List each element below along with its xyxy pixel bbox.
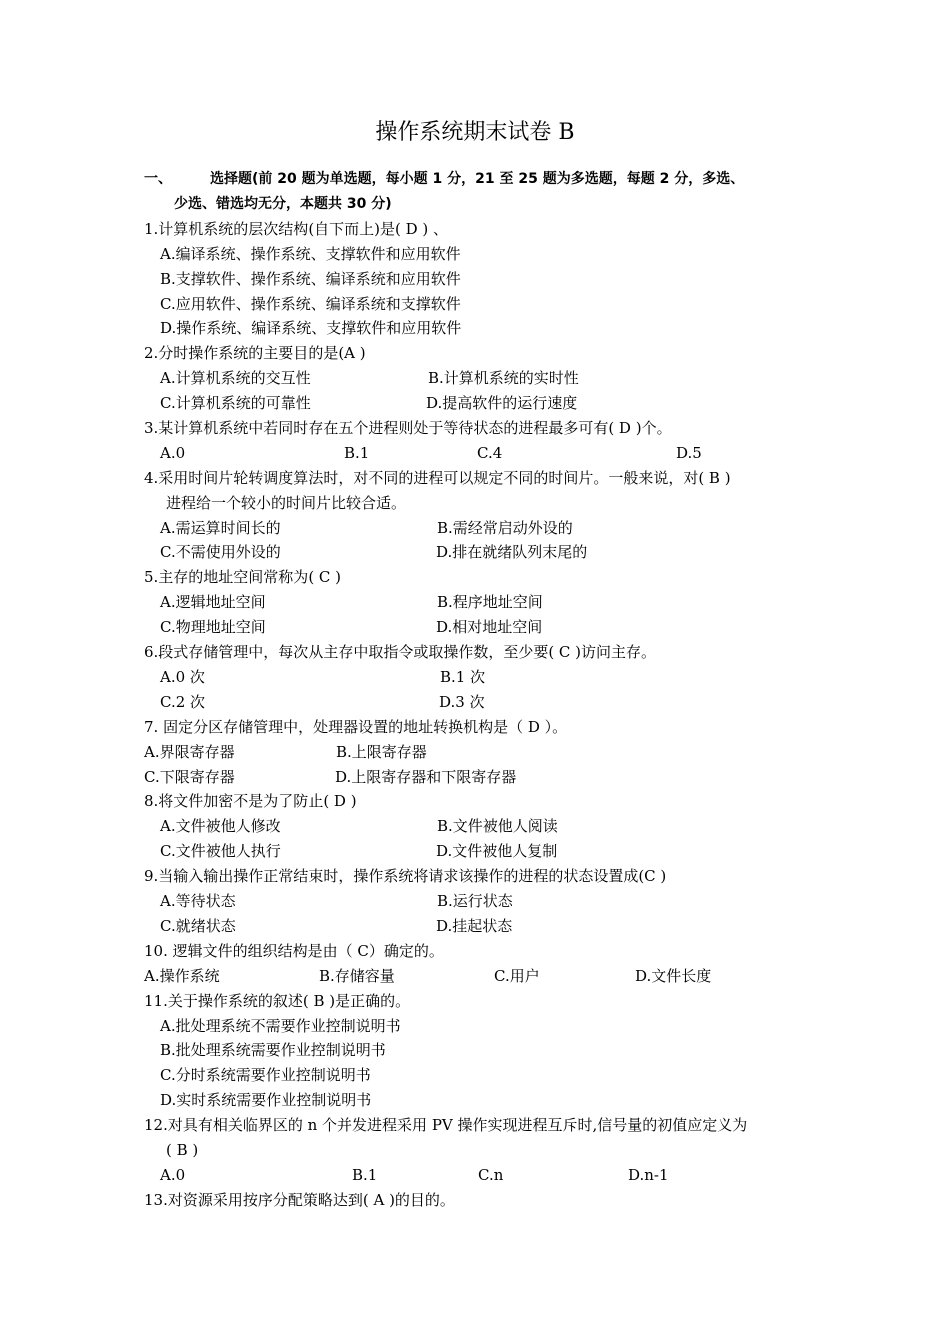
q5-options-row-2	[144, 615, 814, 640]
question-9: 9.当输入输出操作正常结束时，操作系统将请求该操作的进程的状态设置成(C )	[144, 867, 667, 886]
q7-option-d: D.上限寄存器和下限寄存器	[335, 767, 517, 786]
q12-option-a: A.0	[160, 1165, 186, 1184]
q5-option-a: A.逻辑地址空间	[160, 593, 266, 612]
q3-option-c: C.4	[477, 443, 503, 462]
q11-option-c: C.分时系统需要作业控制说明书	[160, 1066, 371, 1085]
q9-option-d: D.挂起状态	[436, 916, 513, 935]
q8-option-c: C.文件被他人执行	[160, 842, 281, 861]
section-instructions-continued: 少选、错选均无分，本题共 30 分)	[174, 195, 392, 212]
question-3: 3.某计算机系统中若同时存在五个进程则处于等待状态的进程最多可有( D )个。	[144, 418, 672, 437]
q2-options-row-2	[144, 391, 814, 416]
q7-option-c: C.下限寄存器	[144, 767, 235, 786]
q8-option-a: A.文件被他人修改	[160, 817, 281, 836]
q11-option-b: B.批处理系统需要作业控制说明书	[160, 1041, 386, 1060]
q6-options-row-1	[144, 665, 814, 690]
q8-options-row-2	[144, 839, 814, 864]
q5-options-row-1	[144, 590, 814, 615]
question-12-continued: ( B )	[166, 1140, 199, 1159]
exam-content	[144, 167, 814, 1213]
q12-option-d: D.n-1	[628, 1165, 669, 1184]
q2-options-row-1	[144, 366, 814, 391]
q10-option-c: C.用户	[494, 966, 540, 985]
q2-option-a: A.计算机系统的交互性	[160, 369, 311, 388]
q8-options-row-1	[144, 814, 814, 839]
q9-option-c: C.就绪状态	[160, 916, 236, 935]
question-10: 10. 逻辑文件的组织结构是由（ C）确定的。	[144, 941, 444, 960]
q2-option-c: C.计算机系统的可靠性	[160, 394, 311, 413]
q4-option-d: D.排在就绪队列末尾的	[436, 543, 588, 562]
q1-option-b: B.支撑软件、操作系统、编译系统和应用软件	[160, 269, 461, 288]
q1-option-c: C.应用软件、操作系统、编译系统和支撑软件	[160, 294, 461, 313]
q11-option-a: A.批处理系统不需要作业控制说明书	[160, 1016, 401, 1035]
q5-option-d: D.相对地址空间	[436, 618, 543, 637]
q3-option-d: D.5	[676, 443, 702, 462]
q3-options-row	[144, 441, 814, 466]
q7-option-a: A.界限寄存器	[144, 742, 235, 761]
q9-option-b: B.运行状态	[437, 892, 513, 911]
page-title: 操作系统期末试卷 B	[375, 120, 575, 145]
section-number: 一、	[144, 171, 172, 187]
q8-option-b: B.文件被他人阅读	[437, 817, 558, 836]
question-1: 1.计算机系统的层次结构(自下而上)是( D ) 、	[144, 219, 449, 238]
q10-option-a: A.操作系统	[144, 966, 220, 985]
q12-option-c: C.n	[478, 1165, 504, 1184]
question-4-continued: 进程给一个较小的时间片比较合适。	[166, 493, 407, 512]
q3-option-b: B.1	[344, 443, 370, 462]
q7-options-row-1	[144, 740, 814, 765]
q7-options-row-2	[144, 765, 814, 790]
q4-options-row-2	[144, 540, 814, 565]
q4-option-c: C.不需使用外设的	[160, 543, 281, 562]
q1-option-a: A.编译系统、操作系统、支撑软件和应用软件	[160, 244, 461, 263]
q10-option-d: D.文件长度	[635, 966, 712, 985]
q9-options-row-1	[144, 889, 814, 914]
q6-option-c: C.2 次	[160, 692, 206, 711]
q4-option-a: A.需运算时间长的	[160, 518, 281, 537]
q10-options-row	[144, 964, 814, 989]
q6-options-row-2	[144, 690, 814, 715]
q12-option-b: B.1	[352, 1165, 378, 1184]
q5-option-b: B.程序地址空间	[437, 593, 543, 612]
q5-option-c: C.物理地址空间	[160, 618, 266, 637]
question-11: 11.关于操作系统的叙述( B )是正确的。	[144, 991, 411, 1010]
question-4: 4.采用时间片轮转调度算法时，对不同的进程可以规定不同的时间片。一般来说，对( B )	[144, 468, 731, 487]
section-heading	[144, 167, 814, 217]
question-6: 6.段式存储管理中，每次从主存中取指令或取操作数，至少要( C )访问主存。	[144, 643, 657, 662]
q4-option-b: B.需经常启动外设的	[437, 518, 573, 537]
q7-option-b: B.上限寄存器	[336, 742, 427, 761]
q8-option-d: D.文件被他人复制	[436, 842, 558, 861]
q2-option-b: B.计算机系统的实时性	[428, 369, 579, 388]
q4-options-row-1	[144, 516, 814, 541]
q1-option-d: D.操作系统、编译系统、支撑软件和应用软件	[160, 319, 462, 338]
q2-option-d: D.提高软件的运行速度	[426, 394, 578, 413]
q10-option-b: B.存储容量	[319, 966, 395, 985]
q6-option-a: A.0 次	[160, 667, 205, 686]
question-5: 5.主存的地址空间常称为( C )	[144, 568, 342, 587]
question-13: 13.对资源采用按序分配策略达到( A )的目的。	[144, 1190, 455, 1209]
q11-option-d: D.实时系统需要作业控制说明书	[160, 1091, 372, 1110]
question-7: 7. 固定分区存储管理中，处理器设置的地址转换机构是（ D ）。	[144, 717, 568, 736]
question-8: 8.将文件加密不是为了防止( D )	[144, 792, 357, 811]
question-12: 12.对具有相关临界区的 n 个并发进程采用 PV 操作实现进程互斥时,信号量的初值应定义为	[144, 1116, 748, 1135]
q6-option-d: D.3 次	[439, 692, 485, 711]
q9-option-a: A.等待状态	[160, 892, 236, 911]
q12-options-row	[144, 1163, 814, 1188]
section-instructions: 选择题(前 20 题为单选题，每小题 1 分，21 至 25 题为多选题，每题 2 分，多选、	[210, 171, 745, 187]
question-2: 2.分时操作系统的主要目的是(A )	[144, 344, 366, 363]
q9-options-row-2	[144, 914, 814, 939]
q3-option-a: A.0	[160, 443, 186, 462]
q6-option-b: B.1 次	[440, 667, 486, 686]
